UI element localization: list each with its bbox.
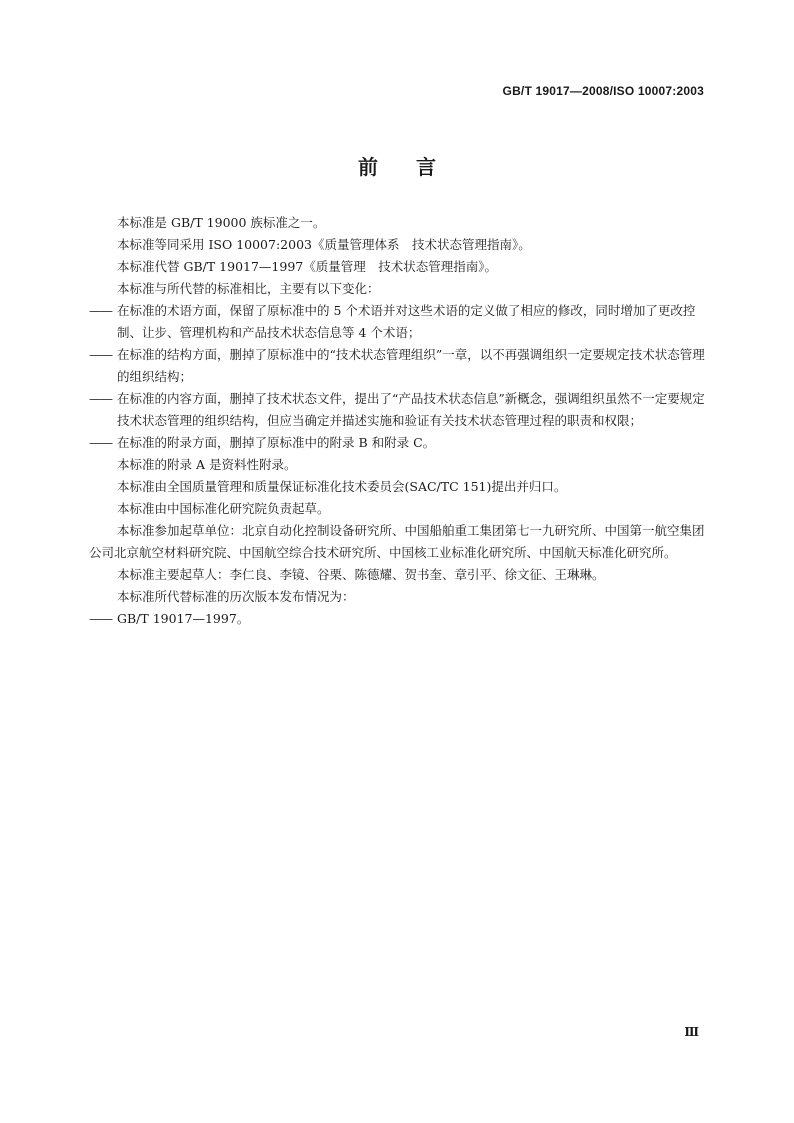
paragraph-annex-a: 本标准的附录 A 是资料性附录。 (117, 457, 297, 472)
paragraph-drafters: 本标准主要起草人：李仁良、李镜、谷栗、陈德耀、贺书奎、章引平、徐文征、王琳琳。 (117, 567, 605, 582)
change-text: 在标准的内容方面，删掉了技术状态文件，提出了“产品技术状态信息”新概念，强调组织虽然不一定要规定技术状态管理的组织结构，但应当确定并描述实施和验证有关技术状态管理过程的职责和权限； (117, 391, 705, 428)
standard-number-header: GB/T 19017—2008/ISO 10007:2003 (502, 84, 704, 98)
dash-marker: —— (89, 611, 112, 626)
paragraph-replaces: 本标准代替 GB/T 19017—1997《质量管理 技术状态管理指南》。 (117, 259, 497, 274)
paragraph-proposed-by: 本标准由全国质量管理和质量保证标准化技术委员会(SAC/TC 151)提出并归口。 (117, 479, 567, 494)
change-item-terms (89, 300, 707, 344)
title-char-2: 言 (416, 155, 436, 179)
page-number: Ⅲ (684, 1025, 699, 1039)
paragraph-series: 本标准是 GB/T 19000 族标准之一。 (117, 215, 326, 230)
change-text: 在标准的结构方面，删掉了原标准中的“技术状态管理组织”一章，以不再强调组织一定要规定技术状态管理的组织结构； (117, 347, 705, 384)
foreword-body (89, 212, 707, 630)
dash-marker: —— (89, 303, 112, 318)
paragraph-history-intro: 本标准所代替标准的历次版本发布情况为： (117, 589, 355, 604)
title-char-1: 前 (358, 155, 378, 179)
history-item (89, 608, 707, 630)
paragraph-changes-intro: 本标准与所代替的标准相比，主要有以下变化： (117, 281, 380, 296)
dash-marker: —— (89, 391, 112, 406)
paragraph-adoption: 本标准等同采用 ISO 10007:2003《质量管理体系 技术状态管理指南》。 (117, 237, 531, 252)
change-text: 在标准的术语方面，保留了原标准中的 5 个术语并对这些术语的定义做了相应的修改，同时增加了更改控制、让步、管理机构和产品技术状态信息等 4 个术语； (117, 303, 696, 340)
dash-marker: —— (89, 347, 112, 362)
change-text: 在标准的附录方面，删掉了原标准中的附录 B 和附录 C。 (117, 435, 436, 450)
dash-marker: —— (89, 435, 112, 450)
history-text: GB/T 19017—1997。 (117, 611, 250, 626)
page-title (0, 151, 794, 180)
change-item-structure (89, 344, 707, 388)
paragraph-participating-units: 本标准参加起草单位：北京自动化控制设备研究所、中国船舶重工集团第七一九研究所、中国第一航空集团公司北京航空材料研究院、中国航空综合技术研究所、中国核工业标准化研究所、中国航天标准化研究所。 (89, 523, 705, 560)
paragraph-drafted-by: 本标准由中国标准化研究院负责起草。 (117, 501, 330, 516)
change-item-annex (89, 432, 707, 454)
change-item-content (89, 388, 707, 432)
